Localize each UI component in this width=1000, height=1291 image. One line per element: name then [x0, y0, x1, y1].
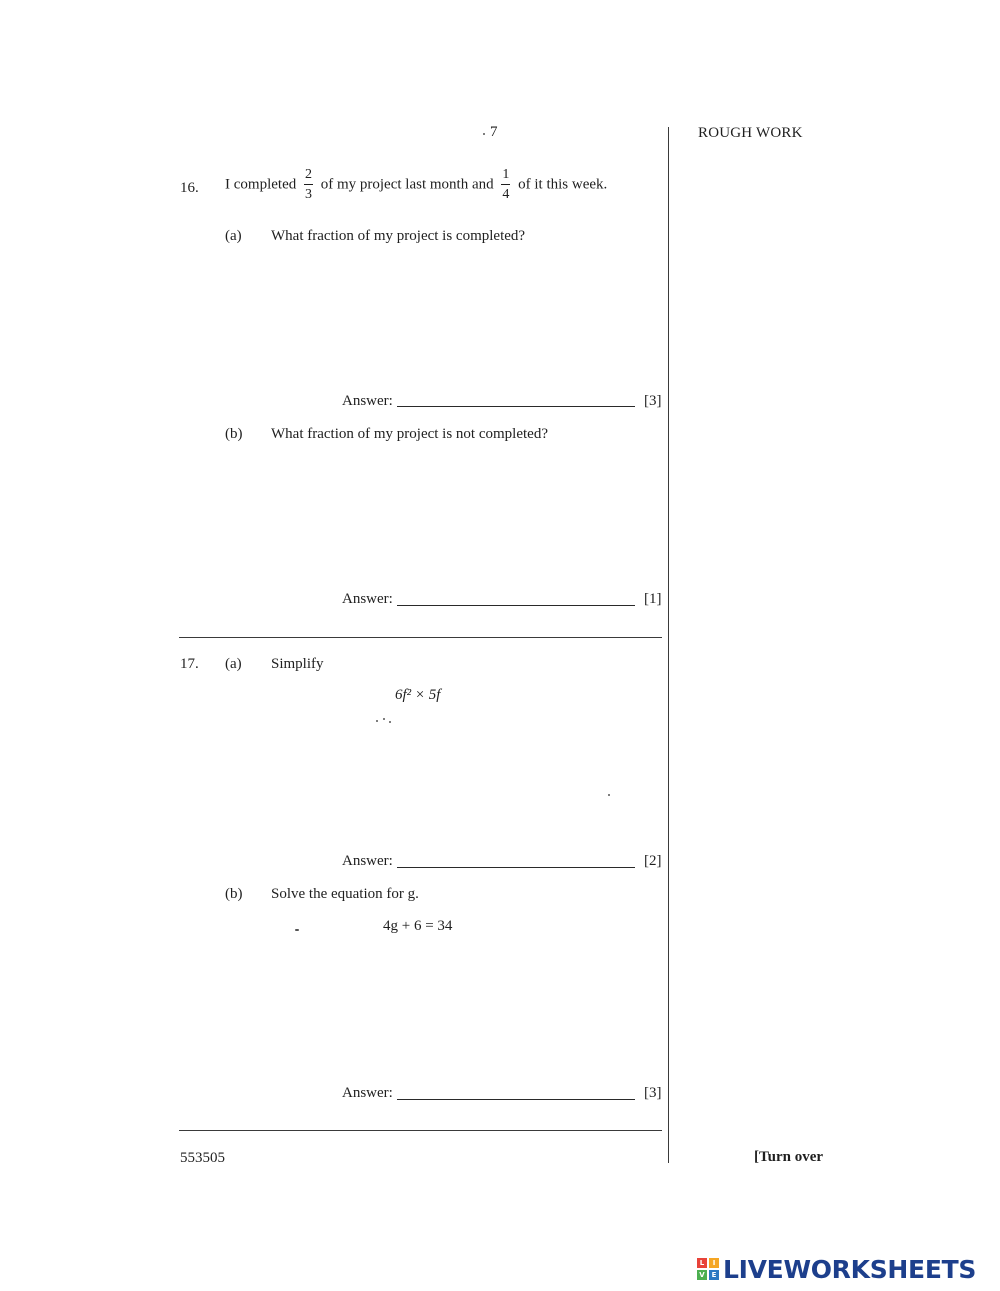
brand-name: LIVEWORKSHEETS: [723, 1254, 977, 1284]
marks-16a: [3]: [644, 393, 662, 409]
margin-divider: [668, 127, 669, 1163]
part-17a-label: (a): [225, 656, 242, 672]
turn-over-note: [Turn over: [754, 1149, 824, 1165]
part-17a-text: Simplify: [271, 656, 324, 672]
part-16b-label: (b): [225, 426, 243, 442]
answer-line-17b[interactable]: [397, 1099, 635, 1100]
fraction-one-quarter: [501, 168, 510, 202]
marks-17a: [2]: [644, 853, 662, 869]
part-16a-text: What fraction of my project is completed?: [271, 228, 526, 244]
logo-tile: V: [697, 1270, 707, 1280]
fraction-numerator: 2: [304, 168, 313, 185]
question-17-number: 17.: [180, 656, 199, 672]
paper-code: 553505: [180, 1150, 225, 1166]
part-16b-text: What fraction of my project is not completed?: [271, 426, 548, 442]
logo-tile: E: [709, 1270, 719, 1280]
answer-line-17a[interactable]: [397, 867, 635, 868]
part-17b-label: (b): [225, 886, 243, 902]
bottom-rule: [179, 1130, 662, 1131]
answer-label-16b: Answer:: [342, 591, 393, 607]
liveworksheets-brand: [697, 1254, 976, 1284]
fraction-numerator: 1: [501, 168, 510, 185]
answer-label-16a: Answer:: [342, 393, 393, 409]
answer-label-17b: Answer:: [342, 1085, 393, 1101]
part-17b-text: Solve the equation for g.: [271, 886, 419, 902]
stray-mark: [483, 133, 485, 135]
answer-label-17a: Answer:: [342, 853, 393, 869]
fraction-two-thirds: [304, 168, 313, 202]
stem-text-2: of my project last month and: [320, 176, 494, 193]
question-separator: [179, 637, 662, 638]
part-16a-label: (a): [225, 228, 242, 244]
question-16-number: 16.: [180, 180, 199, 196]
fraction-denominator: 4: [502, 187, 510, 202]
stray-mark: [376, 720, 378, 722]
answer-line-16a[interactable]: [397, 406, 635, 407]
question-16-stem: [225, 168, 607, 202]
expression-17a: 6f² × 5f: [395, 687, 441, 703]
page-number: 7: [490, 124, 498, 140]
logo-tile: L: [697, 1258, 707, 1268]
stray-mark: [389, 721, 391, 723]
rough-work-heading: ROUGH WORK: [698, 125, 803, 141]
stem-text-1: I completed: [225, 176, 297, 193]
stray-mark: [383, 718, 385, 720]
stray-mark: [295, 929, 299, 931]
stray-mark: [608, 794, 610, 796]
answer-line-16b[interactable]: [397, 605, 635, 606]
marks-17b: [3]: [644, 1085, 662, 1101]
stem-text-3: of it this week.: [518, 176, 608, 193]
fraction-denominator: 3: [304, 187, 312, 202]
liveworksheets-logo-icon: [697, 1258, 719, 1280]
expression-17b: 4g + 6 = 34: [383, 918, 453, 934]
logo-tile: I: [709, 1258, 719, 1268]
marks-16b: [1]: [644, 591, 662, 607]
